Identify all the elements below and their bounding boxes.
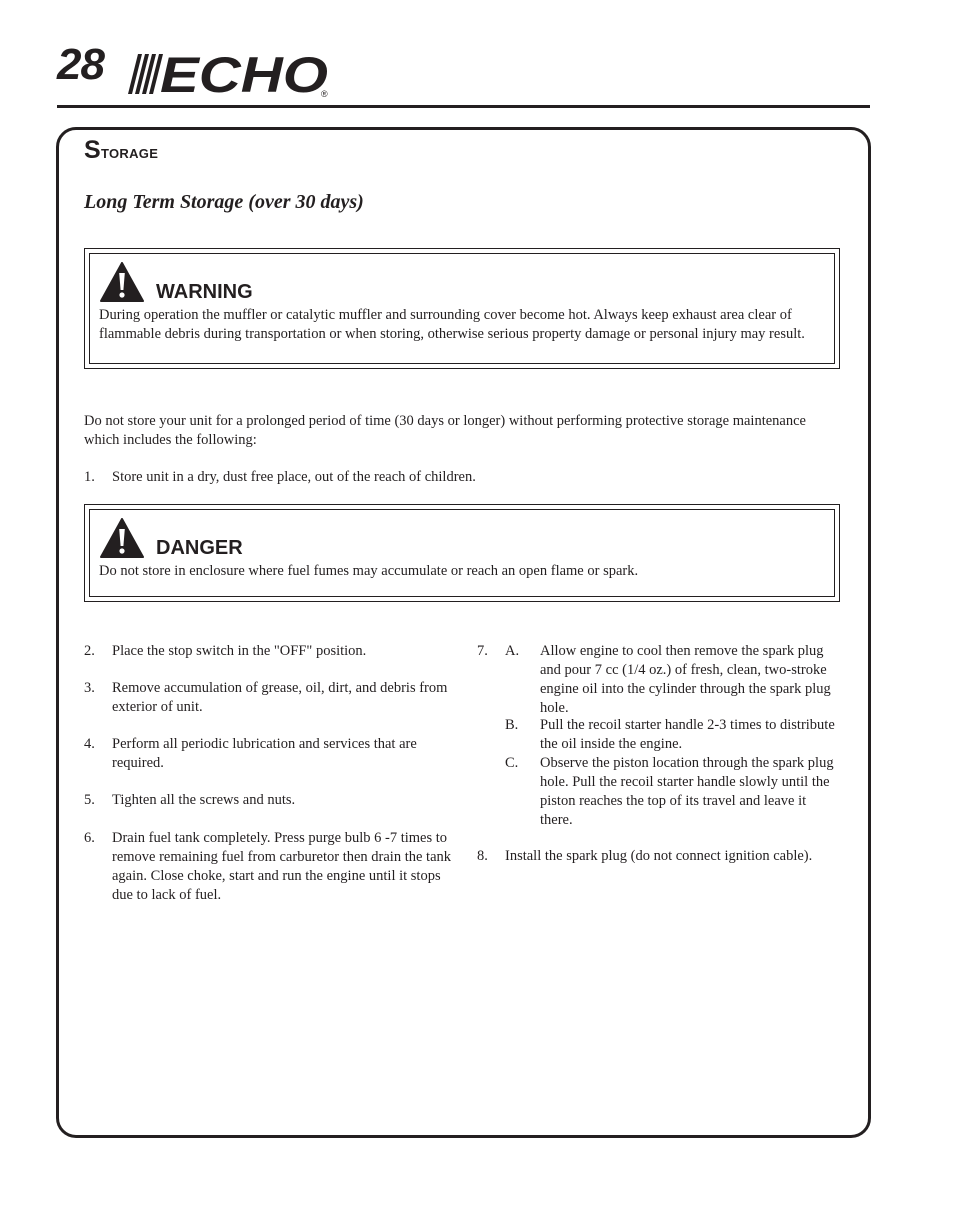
- warning-label: WARNING: [156, 281, 253, 303]
- step-number: 5.: [84, 792, 95, 808]
- echo-logo-wordmark: ECHO: [160, 50, 329, 98]
- step-text: Install the spark plug (do not connect ignition cable).: [505, 848, 813, 864]
- warning-text: During operation the muffler or catalytic muffler and surrounding cover become hot. Always keep exhaust area clear of flammable debris during transportation or when storing, otherwise serious property damage or personal injury may result.: [99, 307, 805, 342]
- step-text: Tighten all the screws and nuts.: [112, 792, 296, 808]
- danger-label: DANGER: [156, 537, 243, 559]
- warning-triangle-icon: [100, 518, 144, 558]
- step-number: 7.: [477, 643, 488, 659]
- warning-triangle-icon: [100, 262, 144, 302]
- step-number: 6.: [84, 830, 95, 846]
- substep-letter: B.: [505, 717, 519, 733]
- subheading: Long Term Storage (over 30 days): [84, 191, 364, 213]
- danger-text: Do not store in enclosure where fuel fumes may accumulate or reach an open flame or spark.: [99, 563, 639, 579]
- danger-box-inner: [89, 509, 835, 597]
- substep-text: Allow engine to cool then remove the spark plug and pour 7 cc (1/4 oz.) of fresh, clean, two-stroke engine oil into the cylinder through the spark plug hole.: [540, 643, 831, 716]
- danger-box: [84, 504, 840, 602]
- header-rule: [57, 105, 870, 108]
- substep-letter: A.: [505, 643, 520, 659]
- section-title: [84, 136, 158, 165]
- step-number: 8.: [477, 848, 488, 864]
- step-text: Store unit in a dry, dust free place, out of the reach of children.: [112, 469, 476, 485]
- step-text: Drain fuel tank completely. Press purge bulb 6 -7 times to remove remaining fuel from carburetor then drain the tank again. Close choke, start and run the engine until it stops due to lack of fuel.: [112, 830, 452, 903]
- step-number: 1.: [84, 469, 95, 485]
- echo-logo: [124, 50, 334, 98]
- substep-text: Pull the recoil starter handle 2-3 times to distribute the oil inside the engine.: [540, 717, 835, 752]
- section-title-rest: torage: [100, 142, 159, 163]
- step-number: 2.: [84, 643, 95, 659]
- substep-text: Observe the piston location through the spark plug hole. Pull the recoil starter handle slowly until the piston reaches the top of its travel and leave it there.: [540, 755, 834, 828]
- warning-box: [84, 248, 840, 369]
- step-number: 4.: [84, 736, 95, 752]
- step-text: Perform all periodic lubrication and services that are required.: [112, 736, 417, 771]
- page-number: 28: [57, 40, 104, 89]
- step-text: Place the stop switch in the "OFF" position.: [112, 643, 367, 659]
- warning-box-inner: [89, 253, 835, 364]
- registered-mark: ®: [321, 89, 328, 98]
- step-text: Remove accumulation of grease, oil, dirt, and debris from exterior of unit.: [112, 680, 448, 715]
- step-number: 3.: [84, 680, 95, 696]
- intro-paragraph: Do not store your unit for a prolonged period of time (30 days or longer) without performing protective storage maintenance which includes the following:: [84, 413, 806, 448]
- substep-letter: C.: [505, 755, 519, 771]
- section-title-initial: S: [84, 136, 101, 164]
